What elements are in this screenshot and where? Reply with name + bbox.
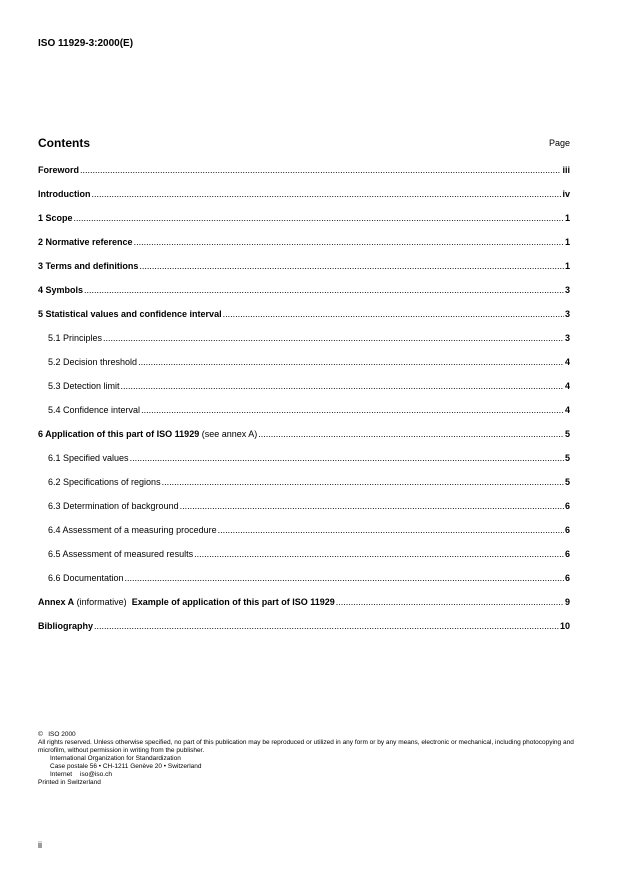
toc-entry-page: 10 [559, 621, 570, 631]
toc-entry-annex-a[interactable] [38, 590, 570, 614]
toc-entry-statistical-values[interactable] [38, 302, 570, 326]
toc-entry-determination-background[interactable] [38, 494, 570, 518]
dot-leader [94, 614, 559, 638]
dot-leader [218, 518, 564, 542]
toc-entry-title: 2 Normative reference [38, 237, 133, 247]
toc-entry-principles[interactable] [38, 326, 570, 350]
dot-leader [74, 206, 564, 230]
dot-leader [130, 446, 564, 470]
copyright-notice [38, 731, 578, 787]
internet-line [38, 771, 578, 779]
dot-leader [194, 542, 564, 566]
contents-title: Contents [38, 136, 90, 150]
toc-entry-title: Introduction [38, 189, 91, 199]
toc-entry-decision-threshold[interactable] [38, 350, 570, 374]
dot-leader [103, 326, 564, 350]
toc-entry-documentation[interactable] [38, 566, 570, 590]
toc-entry-title: 3 Terms and definitions [38, 261, 139, 271]
toc-entry-title: 6.1 Specified values [48, 453, 129, 463]
toc-entry-page: 6 [564, 501, 570, 511]
toc-entry-title: 6.3 Determination of background [48, 501, 179, 511]
toc-entry-introduction[interactable] [38, 182, 570, 206]
toc-entry-title: 6.6 Documentation [48, 573, 124, 583]
printed-in: Printed in Switzerland [38, 779, 101, 786]
toc-entry-page: 5 [564, 453, 570, 463]
dot-leader [121, 374, 564, 398]
email-link[interactable]: iso@iso.ch [80, 771, 112, 778]
dot-leader [92, 182, 562, 206]
toc-entry-confidence-interval[interactable] [38, 398, 570, 422]
toc-entry-title-main: Annex A [38, 597, 75, 607]
toc-entry-scope[interactable] [38, 206, 570, 230]
toc-entry-page: 3 [564, 285, 570, 295]
toc-entry-terms-definitions[interactable] [38, 254, 570, 278]
toc-entry-assessment-results[interactable] [38, 542, 570, 566]
toc-entry-title: 1 Scope [38, 213, 73, 223]
dot-leader [223, 302, 564, 326]
toc-entry-title [38, 422, 257, 446]
toc-entry-title: 5.3 Detection limit [48, 381, 120, 391]
document-id-header: ISO 11929-3:2000(E) [38, 38, 134, 49]
toc-entry-specified-values[interactable] [38, 446, 570, 470]
toc-entry-page: 4 [564, 381, 570, 391]
toc-entry-page: 5 [564, 429, 570, 439]
toc-entry-title-note: (informative) [74, 597, 132, 607]
toc-entry-title: 5 Statistical values and confidence interval [38, 309, 222, 319]
page-column-label: Page [548, 138, 570, 148]
toc-entry-page: 4 [564, 357, 570, 367]
toc-entry-page: 1 [564, 213, 570, 223]
dot-leader [138, 350, 564, 374]
toc-entry-page: 3 [564, 309, 570, 319]
postal-address: Case postale 56 • CH-1211 Genève 20 • Switzerland [50, 763, 202, 770]
toc-entry-title: Bibliography [38, 621, 94, 631]
toc-entry-title: 6.2 Specifications of regions [48, 477, 161, 487]
toc-entry-assessment-procedure[interactable] [38, 518, 570, 542]
toc-entry-title-main: 6 Application of this part of ISO 11929 [38, 429, 200, 439]
toc-entry-page: 6 [564, 573, 570, 583]
rights-statement: All rights reserved. Unless otherwise specified, no part of this publication may be reproduced or utilized in any form or by any means, electronic or mechanical, including photocopying and microfilm, without permission in writing from the publisher. [38, 739, 574, 754]
toc-entry-foreword[interactable] [38, 158, 570, 182]
table-of-contents [38, 158, 570, 638]
dot-leader [336, 590, 564, 614]
dot-leader [125, 566, 564, 590]
dot-leader [84, 278, 564, 302]
toc-entry-title-note: (see annex A) [199, 429, 258, 439]
toc-entry-title: Foreword [38, 165, 80, 175]
toc-entry-title: 4 Symbols [38, 285, 84, 295]
toc-entry-page: 1 [564, 261, 570, 271]
toc-entry-title: 6.5 Assessment of measured results [48, 549, 194, 559]
toc-entry-page: 6 [564, 549, 570, 559]
toc-entry-title: 6.4 Assessment of a measuring procedure [48, 525, 217, 535]
toc-entry-title: 5.2 Decision threshold [48, 357, 138, 367]
dot-leader [258, 422, 564, 446]
organization-name: International Organization for Standardization [50, 755, 181, 762]
dot-leader [80, 158, 561, 182]
toc-entry-symbols[interactable] [38, 278, 570, 302]
toc-entry-detection-limit[interactable] [38, 374, 570, 398]
toc-entry-page: iv [562, 189, 570, 199]
toc-entry-application[interactable] [38, 422, 570, 446]
dot-leader [134, 230, 564, 254]
dot-leader [162, 470, 564, 494]
toc-entry-page: iii [562, 165, 570, 175]
dot-leader [180, 494, 564, 518]
toc-entry-title: 5.1 Principles [48, 333, 103, 343]
dot-leader [141, 398, 564, 422]
toc-entry-page: 9 [564, 597, 570, 607]
toc-entry-title: 5.4 Confidence interval [48, 405, 141, 415]
toc-entry-page: 1 [564, 237, 570, 247]
copyright-line: © ISO 2000 [38, 731, 76, 738]
internet-label: Internet [50, 771, 73, 778]
page-number: ii [38, 840, 42, 850]
toc-entry-page: 6 [564, 525, 570, 535]
toc-entry-normative-reference[interactable] [38, 230, 570, 254]
dot-leader [139, 254, 564, 278]
toc-entry-specifications-regions[interactable] [38, 470, 570, 494]
toc-entry-title [38, 590, 335, 614]
toc-entry-title-tail: Example of application of this part of ISO 11929 [131, 597, 335, 607]
toc-entry-page: 4 [564, 405, 570, 415]
toc-entry-page: 3 [564, 333, 570, 343]
toc-entry-page: 5 [564, 477, 570, 487]
toc-entry-bibliography[interactable] [38, 614, 570, 638]
